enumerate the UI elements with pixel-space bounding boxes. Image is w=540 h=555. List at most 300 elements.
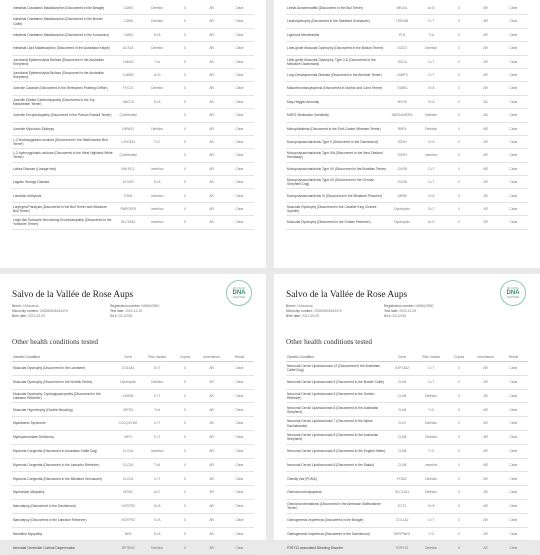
inheritance-cell: AR — [198, 417, 225, 431]
col-inheritance: Inheritance — [198, 352, 225, 362]
table-row — [286, 375, 528, 389]
inheritance-cell: AR — [198, 28, 225, 41]
copies-cell: 0 — [446, 389, 473, 403]
condition-cell: Neuronal Ceroid Lipofuscinosis 8 (Discovered in the Australian Shepherd) — [286, 430, 388, 444]
risk-variant-cell: C>T — [143, 417, 172, 431]
risk-variant-cell: C>T — [143, 472, 172, 486]
condition-cell: Intestinal Lipid Malabsorption (Discovered in the Australian Kelpie) — [12, 42, 114, 55]
copies-cell: 0 — [172, 42, 199, 55]
inheritance-cell: AR — [472, 55, 499, 68]
copies-cell: 0 — [172, 162, 199, 175]
inheritance-cell: XR — [472, 216, 499, 229]
report-page-4 — [274, 274, 540, 550]
inheritance-cell: XR — [198, 375, 225, 389]
condition-cell: Neuronal Ceroid Lipofuscinosis 5 (Discovered in the Golden Retriever) — [286, 389, 388, 403]
gene-cell: Dystrophin — [388, 216, 417, 229]
inheritance-cell: AR — [198, 403, 225, 417]
condition-cell: Microphthalmia (Discovered in the Soft-Coated Wheaten Terrier) — [286, 122, 388, 135]
condition-cell: Muscular Dystrophy (Discovered in the Cavalier King Charles Spaniel) — [286, 202, 388, 215]
inheritance-cell: AR — [198, 15, 225, 28]
table-row — [12, 162, 254, 175]
gene-cell: Dystrophin — [114, 375, 143, 389]
copies-cell: 0 — [172, 513, 199, 527]
condition-cell: Muscular Dystrophy (Discovered in the Norfolk Terrier) — [12, 375, 114, 389]
copies-cell: 0 — [446, 527, 473, 541]
gene-cell: ATG4D — [114, 176, 143, 189]
gene-cell: SLC13A1 — [388, 486, 417, 500]
copies-cell: 0 — [172, 189, 199, 202]
condition-cell: L-2-Hydroxyglutaric aciduria (Discovered in the Staffordshire Bull Terrier) — [12, 135, 114, 148]
table-row — [286, 82, 528, 95]
inheritance-cell: AR — [198, 109, 225, 122]
risk-variant-cell: G>A — [143, 513, 172, 527]
gene-cell: SGSH — [388, 135, 417, 148]
copies-cell: 0 — [172, 527, 199, 541]
inheritance-cell: AR — [198, 176, 225, 189]
result-cell: Clear — [499, 68, 528, 81]
copies-cell: 0 — [172, 135, 199, 148]
inheritance-cell: AR — [472, 417, 499, 431]
gene-cell: L2HGDH — [114, 135, 143, 148]
inheritance-cell: AR — [472, 486, 499, 500]
risk-variant-cell: Insertion — [143, 202, 172, 215]
table-row — [12, 189, 254, 202]
copies-cell: 0 — [172, 68, 199, 81]
gene-cell: CUBN — [114, 15, 143, 28]
risk-variant-cell: G>A — [143, 499, 172, 513]
result-cell: Clear — [225, 417, 254, 431]
table-row — [286, 15, 528, 28]
risk-variant-cell: G>A — [417, 82, 446, 95]
risk-variant-cell: Deletion — [143, 42, 172, 55]
condition-cell: Mucopolysaccharidosis Type VII (Discovered in the Brazilian Terrier) — [286, 162, 388, 175]
risk-variant-cell: T>C — [143, 135, 172, 148]
copies-cell: 0 — [172, 375, 199, 389]
condition-cell: Laryngeal Paralysis (Discovered in the Bull Terrier and Miniature Bull Terrier) — [12, 202, 114, 215]
col-result: Result — [225, 352, 254, 362]
table-row — [286, 499, 528, 513]
gene-cell: TSEN54 — [388, 15, 417, 28]
inheritance-cell: AR — [472, 68, 499, 81]
table-row — [12, 202, 254, 215]
gene-cell: DIRAS1 — [114, 122, 143, 135]
result-cell: Clear — [225, 375, 254, 389]
result-cell: Clear — [499, 216, 528, 229]
result-cell: Clear — [225, 389, 254, 403]
table-row — [286, 42, 528, 55]
meta-registration: Registration number: NMBA/2550 — [384, 304, 434, 308]
inheritance-cell: AR — [198, 55, 225, 68]
condition-cell: Myotonia Congenita (Discovered in Australian Cattle Dog) — [12, 444, 114, 458]
table-row — [12, 122, 254, 135]
gene-cell: MYH9 — [388, 95, 417, 108]
condition-cell: Narcolepsy (Discovered in the Dachshund) — [12, 499, 114, 513]
risk-variant-cell: Deletion — [417, 430, 446, 444]
inheritance-cell: AR — [472, 149, 499, 162]
inheritance-cell: AR — [472, 82, 499, 95]
result-cell: Clear — [225, 216, 254, 229]
condition-cell: Junctional Epidermolysis Bullosa (Discovered in the Australian Shepherd) — [12, 55, 114, 68]
copies-cell: 0 — [172, 28, 199, 41]
result-cell: Clear — [225, 513, 254, 527]
risk-variant-cell: Insertion — [417, 149, 446, 162]
gene-cell: CLN5 — [388, 375, 417, 389]
copies-cell: 0 — [172, 444, 199, 458]
table-row — [286, 122, 528, 135]
gene-cell: ACSL5 — [114, 42, 143, 55]
inheritance-cell: AR — [472, 176, 499, 189]
risk-variant-cell: G>A — [143, 527, 172, 541]
result-cell: Clear — [225, 135, 254, 148]
col-risk-variant: Risk Variant — [417, 352, 446, 362]
table-row — [12, 55, 254, 68]
report-page-3 — [0, 274, 266, 550]
copies-cell: 0 — [446, 499, 473, 513]
inheritance-cell: AR — [198, 42, 225, 55]
gene-cell: RBP4 — [388, 122, 417, 135]
table-row — [12, 149, 254, 162]
table-row — [12, 499, 254, 513]
dog-name: Salvo de la Vallée de Rose Aups — [12, 290, 134, 300]
result-cell: Clear — [225, 444, 254, 458]
copies-cell: 0 — [446, 122, 473, 135]
inheritance-cell: AR — [472, 135, 499, 148]
col-gene: Gene — [388, 352, 417, 362]
table-row — [12, 135, 254, 148]
risk-variant-cell: Deletion — [417, 486, 446, 500]
result-cell: Clear — [225, 55, 254, 68]
condition-cell: Osteochondromatosis (Discovered in the American Staffordshire Terrier) — [286, 499, 388, 513]
dna-certified-logo: MY DOGS DNA CERTIFIED — [500, 280, 526, 306]
condition-cell: Neuronal Ceroid Lipofuscinosis 8 (Discovered in the English Setter) — [286, 444, 388, 458]
gene-cell: CLCN1 — [114, 444, 143, 458]
copies-cell: 0 — [446, 375, 473, 389]
gene-cell: TUBB1 — [388, 82, 417, 95]
risk-variant-cell: C>T — [143, 430, 172, 444]
table-row — [286, 95, 528, 108]
copies-cell: 0 — [446, 472, 473, 486]
gene-cell: CLCN1 — [114, 472, 143, 486]
condition-cell: Juvenile Myoclonic Epilepsy — [12, 122, 114, 135]
table-row — [12, 444, 254, 458]
condition-cell: Intestinal Cobalamin Malabsorption (Discovered in the Beagle) — [12, 2, 114, 15]
result-cell: Clear — [225, 109, 254, 122]
condition-cell: Myotonia Congenita (Discovered in the Labrador Retriever) — [12, 458, 114, 472]
health-conditions-table — [12, 2, 254, 230]
result-cell: Clear — [499, 417, 528, 431]
table-row — [286, 28, 528, 41]
risk-variant-cell: A>C — [143, 486, 172, 500]
meta-registration: Registration number: NMBA/2550 — [110, 304, 160, 308]
result-cell: Clear — [225, 82, 254, 95]
inheritance-cell: AR — [472, 122, 499, 135]
copies-cell: 0 — [172, 403, 199, 417]
dog-name: Salvo de la Vallée de Rose Aups — [286, 290, 408, 300]
copies-cell: 0 — [172, 55, 199, 68]
table-row — [12, 95, 254, 108]
dna-certified-logo: MY DOGS DNA CERTIFIED — [226, 280, 252, 306]
gene-cell: MTM1 — [114, 486, 143, 500]
meta-microchip: Microchip number: 250269606163476 — [12, 309, 68, 313]
condition-cell: Muscular Dystrophy (Discovered in the Landseer) — [12, 362, 114, 376]
result-cell: Clear — [499, 189, 528, 202]
result-cell: Clear — [499, 2, 528, 15]
col-genetic-condition: Genetic Condition — [12, 352, 114, 362]
inheritance-cell: AR — [198, 389, 225, 403]
inheritance-cell: XR — [198, 486, 225, 500]
result-cell: Clear — [225, 189, 254, 202]
risk-variant-cell: G>A — [143, 176, 172, 189]
gene-cell: GUSB — [388, 176, 417, 189]
result-cell: Clear — [225, 486, 254, 500]
inheritance-cell: AR — [198, 95, 225, 108]
result-cell: Clear — [225, 430, 254, 444]
risk-variant-cell: Deletion — [143, 375, 172, 389]
gene-cell: Confidential — [114, 149, 143, 162]
copies-cell: 0 — [172, 458, 199, 472]
risk-variant-cell: G>A — [417, 95, 446, 108]
inheritance-cell: AR — [472, 430, 499, 444]
copies-cell: 0 — [446, 55, 473, 68]
result-cell: Clear — [499, 472, 528, 486]
condition-cell: Mucopolysaccharidosis Type II (Discovered in the Dachshund) — [286, 135, 388, 148]
inheritance-cell: AR — [472, 28, 499, 41]
inheritance-cell: AR — [198, 513, 225, 527]
copies-cell: 0 — [446, 28, 473, 41]
gene-cell: EXT2 — [388, 499, 417, 513]
copies-cell: 0 — [446, 162, 473, 175]
condition-cell: Nemaline Myopathy — [12, 527, 114, 541]
inheritance-cell: AR — [198, 527, 225, 541]
inheritance-cell: AR — [472, 541, 499, 555]
condition-cell: Neuronal Ceroid Lipofuscinosis 6 (Discovered in the Australian Shepherd) — [286, 403, 388, 417]
result-cell: Clear — [499, 28, 528, 41]
condition-cell: Narcolepsy (Discovered in the Labrador Retriever) — [12, 513, 114, 527]
result-cell: Clear — [499, 95, 528, 108]
inheritance-cell: AR — [472, 42, 499, 55]
gene-cell: MSTN — [114, 403, 143, 417]
result-cell: Clear — [499, 541, 528, 555]
health-conditions-table — [286, 2, 528, 230]
table-row — [12, 109, 254, 122]
condition-cell: Macrothrombocytopenia (Discovered in Norfolk and Cairn Terrier) — [286, 82, 388, 95]
table-row — [12, 15, 254, 28]
gene-cell: SGSH — [388, 149, 417, 162]
gene-cell: LAMB3 — [114, 68, 143, 81]
dog-meta — [12, 304, 254, 318]
result-cell: Clear — [499, 42, 528, 55]
gene-cell: LAMA3 — [114, 55, 143, 68]
condition-cell: Myotonia Congenita (Discovered in the Miniature Schnauzer) — [12, 472, 114, 486]
copies-cell: 0 — [172, 122, 199, 135]
result-cell: Clear — [499, 82, 528, 95]
report-page-1 — [0, 0, 266, 268]
inheritance-cell: AR — [472, 444, 499, 458]
meta-kit: Kit #: DC12024 — [110, 314, 133, 318]
condition-cell: Limb-girdle Muscular Dystrophy, Type 2-D (Discovered in the Miniature Dachshund) — [286, 55, 388, 68]
result-cell: Clear — [225, 499, 254, 513]
gene-cell: MPO — [114, 430, 143, 444]
copies-cell: 0 — [172, 109, 199, 122]
inheritance-cell: AR — [472, 362, 499, 376]
risk-variant-cell: C>T — [417, 68, 446, 81]
risk-variant-cell: T>C — [417, 403, 446, 417]
gene-cell: HCRTR2 — [114, 513, 143, 527]
copies-cell: 0 — [446, 82, 473, 95]
table-row — [12, 82, 254, 95]
table-row — [12, 375, 254, 389]
health-conditions-table — [286, 352, 528, 555]
meta-test-date: Test date: 2024-12-25 — [110, 309, 143, 313]
gene-cell: NEB — [114, 527, 143, 541]
gene-cell: NHLRC1 — [114, 162, 143, 175]
gene-cell: HCRTR2 — [114, 499, 143, 513]
result-cell: Clear — [499, 458, 528, 472]
inheritance-cell: AR — [472, 15, 499, 28]
gene-cell: SGCD — [388, 42, 417, 55]
report-page-2 — [274, 0, 540, 268]
inheritance-cell: AR — [198, 472, 225, 486]
inheritance-cell: AR — [472, 458, 499, 472]
copies-cell: 0 — [172, 15, 199, 28]
risk-variant-cell: G>T — [143, 362, 172, 376]
risk-variant-cell: T>C — [417, 444, 446, 458]
risk-variant-cell: Deletion — [143, 82, 172, 95]
inheritance-cell: AR — [472, 513, 499, 527]
inheritance-cell: AR — [198, 149, 225, 162]
table-row — [286, 362, 528, 376]
inheritance-cell: AR — [472, 527, 499, 541]
table-row — [286, 403, 528, 417]
condition-cell: Myasthenic Syndrome — [12, 417, 114, 431]
table-row — [12, 216, 254, 229]
table-row — [12, 362, 254, 376]
result-cell: Clear — [499, 162, 528, 175]
copies-cell: 0 — [172, 389, 199, 403]
condition-cell: Obesity risk (POMC) — [286, 472, 388, 486]
inheritance-cell: AR — [472, 2, 499, 15]
gene-cell: SLC19A3 — [114, 216, 143, 229]
result-cell: Clear — [225, 42, 254, 55]
gene-cell: COL1A2 — [388, 513, 417, 527]
result-cell: Clear — [225, 362, 254, 376]
condition-cell: Muscular Dystrophy- Dystroglycanopathy (Discovered in the Labrador Retriever) — [12, 389, 114, 403]
table-row — [12, 472, 254, 486]
inheritance-cell: AR — [472, 403, 499, 417]
result-cell: Clear — [499, 389, 528, 403]
gene-cell: RAPGEF6 — [114, 202, 143, 215]
result-cell: Clear — [225, 95, 254, 108]
inheritance-cell: AR — [198, 2, 225, 15]
risk-variant-cell: C>T — [417, 176, 446, 189]
copies-cell: 0 — [446, 2, 473, 15]
copies-cell: 0 — [172, 82, 199, 95]
copies-cell: 0 — [446, 362, 473, 376]
inheritance-cell: AR — [472, 499, 499, 513]
condition-cell: Neuronal Ceroid Lipofuscinosis 7 (Discovered in the Alpine Dachsbracke) — [286, 417, 388, 431]
result-cell: Clear — [225, 527, 254, 541]
risk-variant-cell: C>A — [417, 135, 446, 148]
risk-variant-cell: G>A — [143, 28, 172, 41]
result-cell: Clear — [499, 149, 528, 162]
risk-variant-cell: Deletion — [417, 389, 446, 403]
condition-cell: Myeloperoxidase Deficiency — [12, 430, 114, 444]
result-cell: Clear — [499, 202, 528, 215]
copies-cell: 0 — [172, 430, 199, 444]
copies-cell: 0 — [172, 2, 199, 15]
report-header — [0, 274, 266, 334]
table-row — [286, 417, 528, 431]
condition-cell: Lethal Acrodermatitis (Discovered in the Bull Terrier) — [286, 2, 388, 15]
copies-cell: 0 — [446, 403, 473, 417]
risk-variant-cell: Insertion — [143, 189, 172, 202]
copies-cell: 0 — [172, 149, 199, 162]
inheritance-cell: AR — [198, 499, 225, 513]
risk-variant-cell: C>T — [417, 375, 446, 389]
inheritance-cell: AR — [198, 458, 225, 472]
section-title: Other health conditions tested — [286, 338, 373, 346]
result-cell: Clear — [225, 541, 254, 555]
table-row — [286, 216, 528, 229]
risk-variant-cell: Insertion — [143, 444, 172, 458]
gene-cell: SERPINH1 — [388, 527, 417, 541]
inheritance-cell: AR — [198, 430, 225, 444]
copies-cell: 0 — [172, 486, 199, 500]
copies-cell: 0 — [446, 149, 473, 162]
copies-cell: 0 — [446, 15, 473, 28]
result-cell: Clear — [225, 403, 254, 417]
result-cell: Clear — [499, 176, 528, 189]
condition-cell: Ligneous Membranitis — [286, 28, 388, 41]
gene-cell: CLN8 — [388, 430, 417, 444]
gene-cell: P2RY12 — [388, 541, 417, 555]
result-cell: Clear — [499, 444, 528, 458]
result-cell: Clear — [499, 403, 528, 417]
condition-cell: Juvenile Dilated Cardiomyopathy (Discovered in the Toy Manchester Terrier) — [12, 95, 114, 108]
table-row — [286, 109, 528, 122]
risk-variant-cell: T>A — [143, 403, 172, 417]
inheritance-cell: AR — [472, 389, 499, 403]
condition-cell: Lagotto Storage Disease — [12, 176, 114, 189]
risk-variant-cell: C>T — [417, 15, 446, 28]
condition-cell: Neuronal Ceroid Lipofuscinosis 5 (Discovered in the Border Collie) — [286, 375, 388, 389]
result-cell: Clear — [499, 430, 528, 444]
risk-variant-cell: Deletion — [143, 122, 172, 135]
table-row — [12, 68, 254, 81]
meta-breed: Breed: Chihuahua — [12, 304, 39, 308]
risk-variant-cell: Deletion — [143, 541, 172, 555]
inheritance-cell: AR — [198, 444, 225, 458]
gene-cell: COLQ/CHAT — [114, 417, 143, 431]
condition-cell: Lung Developmental Disease (Discovered in the Airedale Terrier) — [286, 68, 388, 81]
risk-variant-cell: C>T — [417, 55, 446, 68]
inheritance-cell: AR — [472, 189, 499, 202]
table-row — [286, 2, 528, 15]
meta-kit: Kit #: DC12024 — [384, 314, 407, 318]
inheritance-cell: AR — [198, 362, 225, 376]
table-row — [12, 417, 254, 431]
copies-cell: 0 — [172, 176, 199, 189]
copies-cell: 0 — [446, 430, 473, 444]
risk-variant-cell: Insertion — [143, 216, 172, 229]
table-row — [12, 430, 254, 444]
gene-cell: GUSB — [388, 162, 417, 175]
condition-cell: Neuronal Ceroid Lipofuscinosis 8 (Discovered in the Saluki) — [286, 458, 388, 472]
table-row — [286, 541, 528, 555]
copies-cell: 0 — [446, 202, 473, 215]
copies-cell: 0 — [446, 444, 473, 458]
col-genetic-condition: Genetic Condition — [286, 352, 388, 362]
